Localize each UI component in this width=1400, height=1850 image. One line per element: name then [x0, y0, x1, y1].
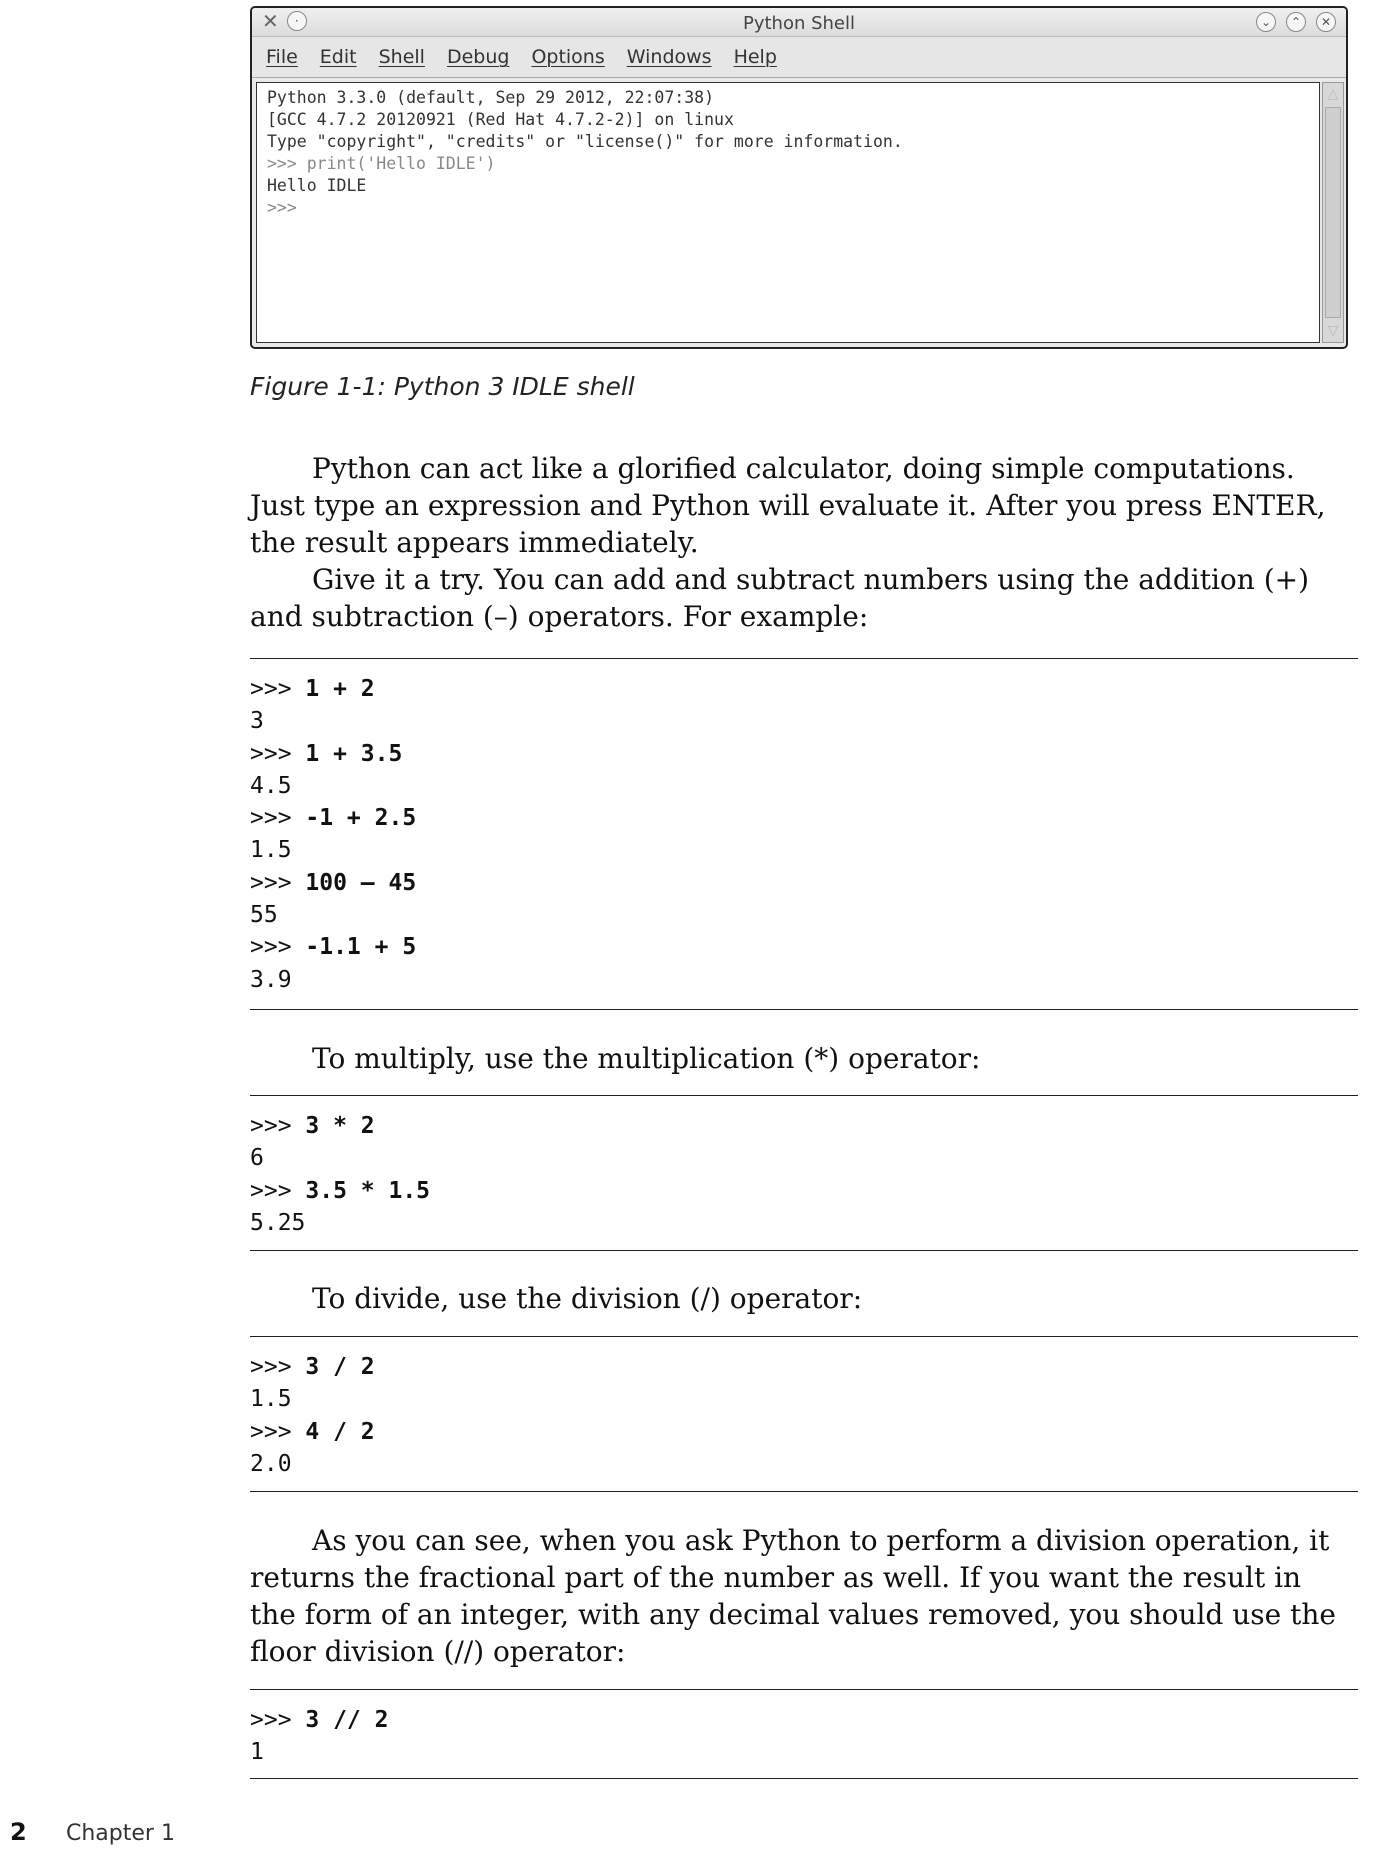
page-number: 2: [10, 1818, 27, 1846]
menu-edit[interactable]: Edit: [319, 46, 357, 68]
paragraph-calculator-text-a: Python can act like a glorified calculator, doing simple computations. Just type an expression and Python will evaluate it. After you press: [250, 452, 1295, 522]
paragraph-addition-text: Give it a try. You can add and subtract numbers using the addition (+) and subtraction (–) operators. For example:: [250, 563, 1310, 633]
code-output-line: 55: [250, 902, 278, 929]
code-prompt: >>>: [250, 740, 306, 767]
code-listing-addition-subtraction: [250, 658, 1358, 1010]
figure-caption: Figure 1-1: Python 3 IDLE shell: [250, 372, 635, 401]
code-prompt: >>>: [250, 1177, 306, 1204]
paragraph-floor-division: [250, 1522, 1345, 1670]
shell-line: Type "copyright", "credits" or "license()" for more information.: [267, 132, 903, 151]
code-expression: 100 – 45: [305, 869, 417, 896]
shell-text-area[interactable]: [256, 82, 1320, 343]
code-prompt: >>>: [250, 805, 306, 832]
code-output-line: 5.25: [250, 1209, 306, 1236]
window-menu-button[interactable]: ·: [287, 11, 307, 31]
window-tools-icon[interactable]: ✕: [262, 9, 279, 33]
paragraph-multiply-text: To multiply, use the multiplication (*) operator:: [312, 1042, 981, 1075]
code-prompt: >>>: [250, 1113, 306, 1139]
scroll-up-icon[interactable]: △: [1327, 86, 1339, 102]
code-listing-division: [250, 1336, 1358, 1492]
paragraph-addition: [250, 561, 1345, 635]
code-output-line: 1: [250, 1739, 264, 1766]
menu-debug[interactable]: Debug: [446, 46, 510, 68]
code-prompt: >>>: [250, 934, 306, 961]
code-output-line: 4.5: [250, 772, 292, 799]
paragraph-multiply: [250, 1040, 1345, 1077]
code-input-line: [250, 1175, 1358, 1207]
window-titlebar[interactable]: [252, 8, 1346, 37]
shell-line: Hello IDLE: [267, 176, 367, 195]
code-output-line: 2.0: [250, 1450, 292, 1477]
paragraph-divide: [250, 1280, 1345, 1317]
code-expression: 3.5 * 1.5: [305, 1177, 431, 1204]
code-listing-floor-division: [250, 1689, 1358, 1779]
code-expression: 3 // 2: [305, 1707, 389, 1733]
code-output-line: 3.9: [250, 966, 292, 993]
menu-windows[interactable]: Windows: [626, 46, 712, 68]
code-output-line: 6: [250, 1145, 264, 1172]
shell-line: [GCC 4.7.2 20120921 (Red Hat 4.7.2-2)] on linux: [267, 110, 734, 129]
close-icon[interactable]: ✕: [1316, 12, 1336, 32]
code-input-line: [250, 931, 1358, 963]
chapter-label: Chapter 1: [66, 1821, 175, 1846]
code-expression: 3 / 2: [305, 1354, 375, 1380]
idle-python-shell-window: [250, 6, 1348, 349]
code-expression: 4 / 2: [305, 1418, 375, 1445]
code-input-line: [250, 1416, 1358, 1448]
code-prompt: >>>: [250, 1707, 306, 1733]
code-expression: 3 * 2: [305, 1113, 375, 1139]
code-input-line: [250, 867, 1358, 899]
code-input-line: [250, 1704, 1358, 1736]
code-expression: -1.1 + 5: [305, 934, 417, 961]
vertical-scrollbar[interactable]: [1322, 82, 1344, 343]
menu-shell[interactable]: Shell: [378, 46, 425, 68]
code-output-line: 3: [250, 708, 264, 735]
code-input-line: [250, 1110, 1358, 1142]
code-expression: 1 + 2: [305, 676, 375, 702]
shell-line: Python 3.3.0 (default, Sep 29 2012, 22:07:38): [267, 88, 715, 107]
enter-key-label: ENTER: [1211, 489, 1317, 522]
menu-bar: [252, 37, 1346, 78]
maximize-icon[interactable]: ⌃: [1286, 12, 1306, 32]
minimize-icon[interactable]: ⌄: [1256, 12, 1276, 32]
code-input-line: [250, 738, 1358, 770]
code-expression: 1 + 3.5: [305, 740, 403, 767]
code-input-line: [250, 802, 1358, 834]
paragraph-divide-text: To divide, use the division (/) operator:: [312, 1282, 863, 1315]
menu-help[interactable]: Help: [733, 46, 777, 68]
code-output-line: 1.5: [250, 1386, 292, 1413]
paragraph-floor-division-text: As you can see, when you ask Python to perform a division operation, it returns the fractional part of the number as well. If you want the result in the form of an integer, with any decimal values removed, you should use the floor division (//) operator:: [250, 1524, 1336, 1668]
window-title: Python Shell: [742, 13, 856, 34]
code-prompt: >>>: [250, 1418, 306, 1445]
menu-options[interactable]: Options: [531, 46, 605, 68]
shell-line: >>> print('Hello IDLE'): [267, 154, 496, 173]
shell-line: >>>: [267, 198, 297, 217]
scrollbar-thumb[interactable]: [1325, 107, 1341, 318]
paragraph-calculator: [250, 450, 1345, 561]
menu-file[interactable]: File: [266, 46, 298, 68]
code-output-line: 1.5: [250, 837, 292, 864]
code-prompt: >>>: [250, 869, 306, 896]
code-expression: -1 + 2.5: [305, 805, 417, 832]
code-listing-multiplication: [250, 1095, 1358, 1251]
code-input-line: [250, 1351, 1358, 1383]
code-prompt: >>>: [250, 676, 306, 702]
code-prompt: >>>: [250, 1354, 306, 1380]
code-input-line: [250, 673, 1358, 705]
scroll-down-icon[interactable]: ▽: [1327, 323, 1339, 339]
paragraph-calculator-text-b: , the result appears immediately.: [250, 489, 1326, 559]
